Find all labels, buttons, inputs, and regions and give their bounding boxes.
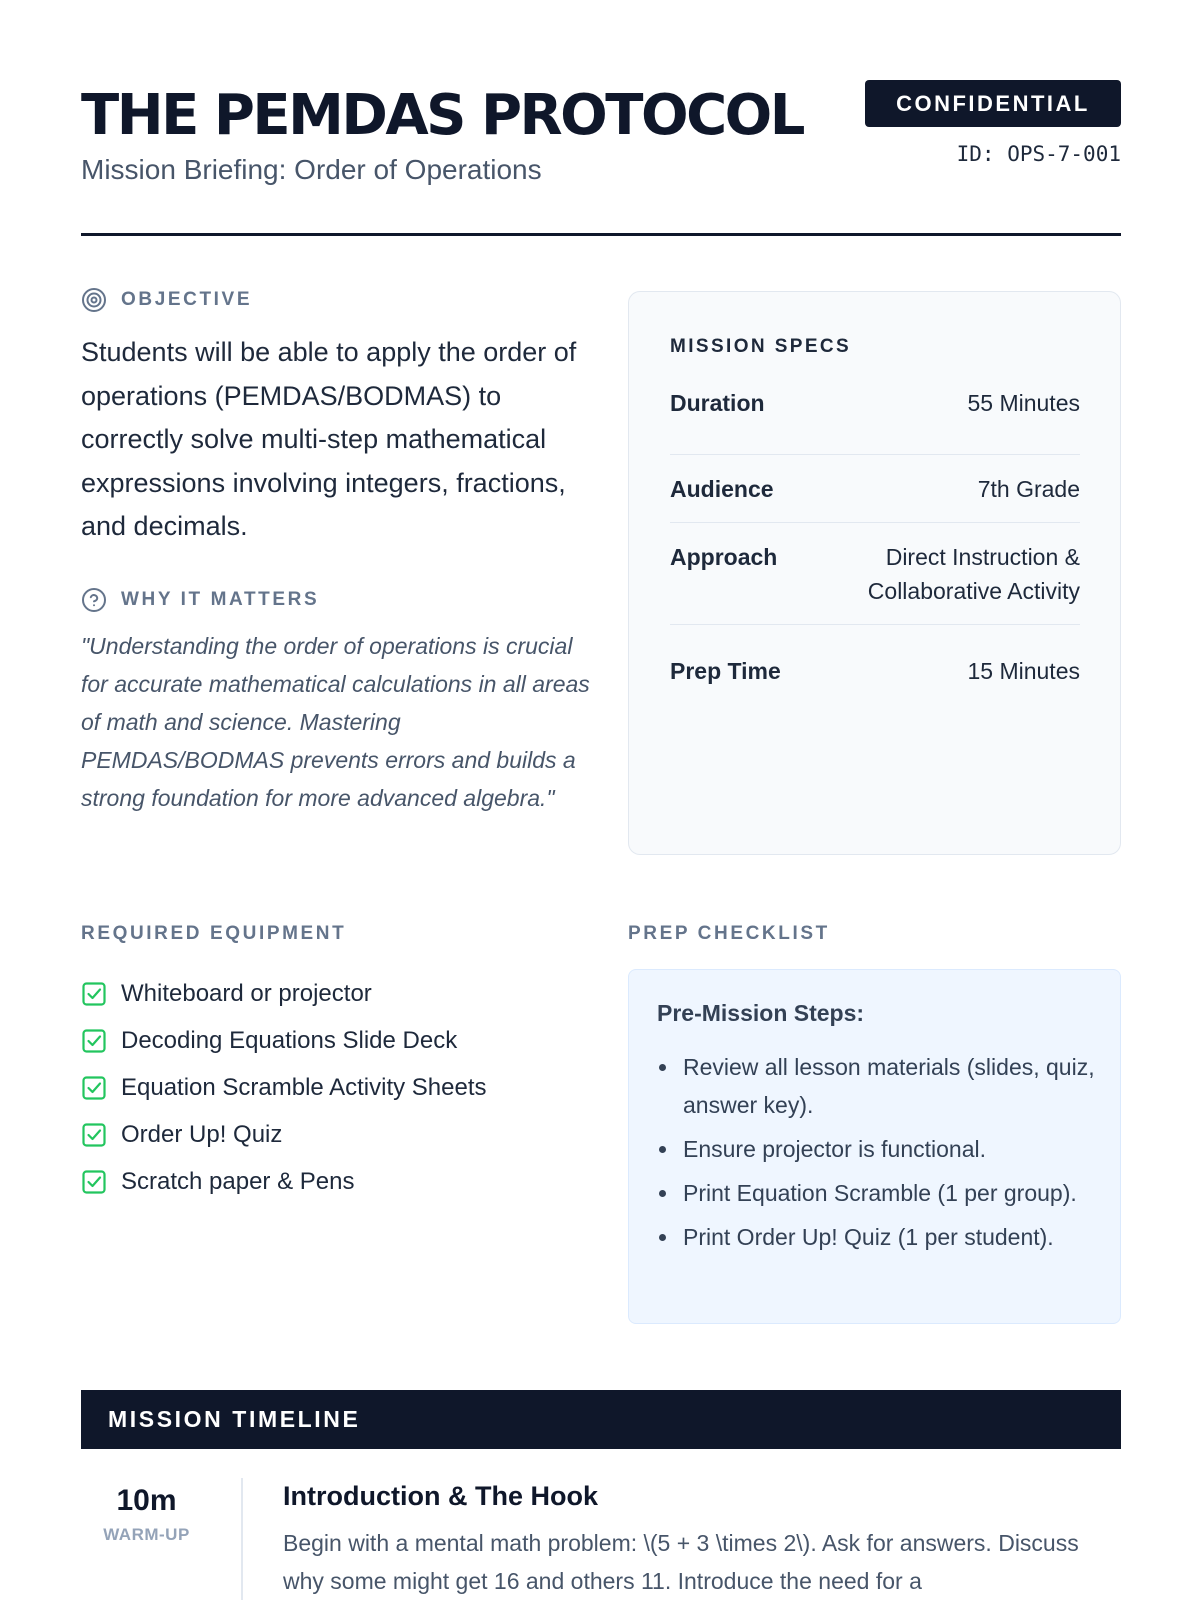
prep-checklist-list bbox=[657, 1048, 1097, 1262]
equipment-list bbox=[81, 970, 487, 1205]
page-title: THE PEMDAS PROTOCOL bbox=[81, 83, 803, 148]
list-item bbox=[81, 1158, 487, 1205]
lesson-plan-page bbox=[81, 0, 1121, 1600]
spec-value: 15 Minutes bbox=[967, 658, 1080, 684]
equipment-item-label: Decoding Equations Slide Deck bbox=[121, 1026, 458, 1054]
check-square-icon bbox=[81, 981, 107, 1007]
spec-row-duration bbox=[670, 387, 1080, 455]
timeline-divider bbox=[241, 1478, 243, 1600]
help-circle-icon bbox=[81, 587, 107, 613]
spec-row-approach bbox=[670, 523, 1080, 625]
spec-key: Approach bbox=[670, 544, 778, 570]
equipment-item-label: Scratch paper & Pens bbox=[121, 1167, 355, 1195]
mission-specs-card bbox=[628, 291, 1121, 855]
header bbox=[81, 80, 1121, 236]
list-item: Print Equation Scramble (1 per group). bbox=[657, 1174, 1097, 1212]
spec-key: Duration bbox=[670, 390, 765, 416]
timeline-entry-description: Begin with a mental math problem: \(5 + 3 \times 2\). Ask for answers. Discuss why some might get 16 and others 11. Introduce the need for a bbox=[283, 1530, 1079, 1594]
list-item bbox=[81, 1111, 487, 1158]
list-item bbox=[81, 1064, 487, 1111]
list-item bbox=[81, 1017, 487, 1064]
timeline-duration: 10m bbox=[116, 1484, 177, 1517]
timeline-entry-title: Introduction & The Hook bbox=[283, 1481, 598, 1511]
why-it-matters-label bbox=[81, 587, 319, 613]
target-icon bbox=[81, 287, 107, 313]
mission-specs-title: MISSION SPECS bbox=[670, 336, 852, 357]
check-square-icon bbox=[81, 1075, 107, 1101]
list-item bbox=[81, 970, 487, 1017]
objective-label-text: OBJECTIVE bbox=[121, 289, 253, 310]
objective-label bbox=[81, 287, 252, 313]
check-square-icon bbox=[81, 1122, 107, 1148]
spec-row-audience bbox=[670, 455, 1080, 523]
list-item: Ensure projector is functional. bbox=[657, 1130, 1097, 1168]
prep-checklist-label: PREP CHECKLIST bbox=[628, 923, 830, 944]
mission-timeline-header: MISSION TIMELINE bbox=[81, 1390, 1121, 1449]
document-id: ID: OPS-7-001 bbox=[956, 142, 1121, 166]
prep-checklist-card bbox=[628, 969, 1121, 1324]
why-it-matters-quote: "Understanding the order of operations is crucial for accurate mathematical calculations in all areas of math and science. Mastering PEMDAS/BODMAS prevents errors and builds a strong foundation for more advanced algebra." bbox=[81, 633, 590, 811]
list-item: Review all lesson materials (slides, quiz, answer key). bbox=[657, 1048, 1097, 1124]
spec-value: 7th Grade bbox=[977, 476, 1080, 502]
equipment-item-label: Whiteboard or projector bbox=[121, 979, 372, 1007]
spec-value-line1: Direct Instruction & bbox=[885, 544, 1080, 570]
spec-key: Audience bbox=[670, 476, 774, 502]
check-square-icon bbox=[81, 1169, 107, 1195]
objective-text: Students will be able to apply the order of operations (PEMDAS/BODMAS) to correctly solve multi-step mathematical expressions involving integers, fractions, and decimals. bbox=[81, 337, 577, 541]
prep-checklist-title: Pre-Mission Steps: bbox=[657, 1000, 865, 1026]
spec-value-line2: Collaborative Activity bbox=[867, 578, 1080, 604]
confidential-badge: CONFIDENTIAL bbox=[865, 80, 1121, 127]
equipment-item-label: Equation Scramble Activity Sheets bbox=[121, 1073, 487, 1101]
spec-value: 55 Minutes bbox=[967, 390, 1080, 416]
equipment-item-label: Order Up! Quiz bbox=[121, 1120, 283, 1148]
required-equipment-label: REQUIRED EQUIPMENT bbox=[81, 923, 347, 944]
page-subtitle: Mission Briefing: Order of Operations bbox=[81, 154, 542, 185]
list-item: Print Order Up! Quiz (1 per student). bbox=[657, 1218, 1097, 1256]
timeline-phase: WARM-UP bbox=[103, 1525, 190, 1544]
spec-row-prep-time bbox=[670, 625, 1080, 693]
check-square-icon bbox=[81, 1028, 107, 1054]
spec-key: Prep Time bbox=[670, 658, 781, 684]
why-it-matters-label-text: WHY IT MATTERS bbox=[121, 589, 320, 610]
